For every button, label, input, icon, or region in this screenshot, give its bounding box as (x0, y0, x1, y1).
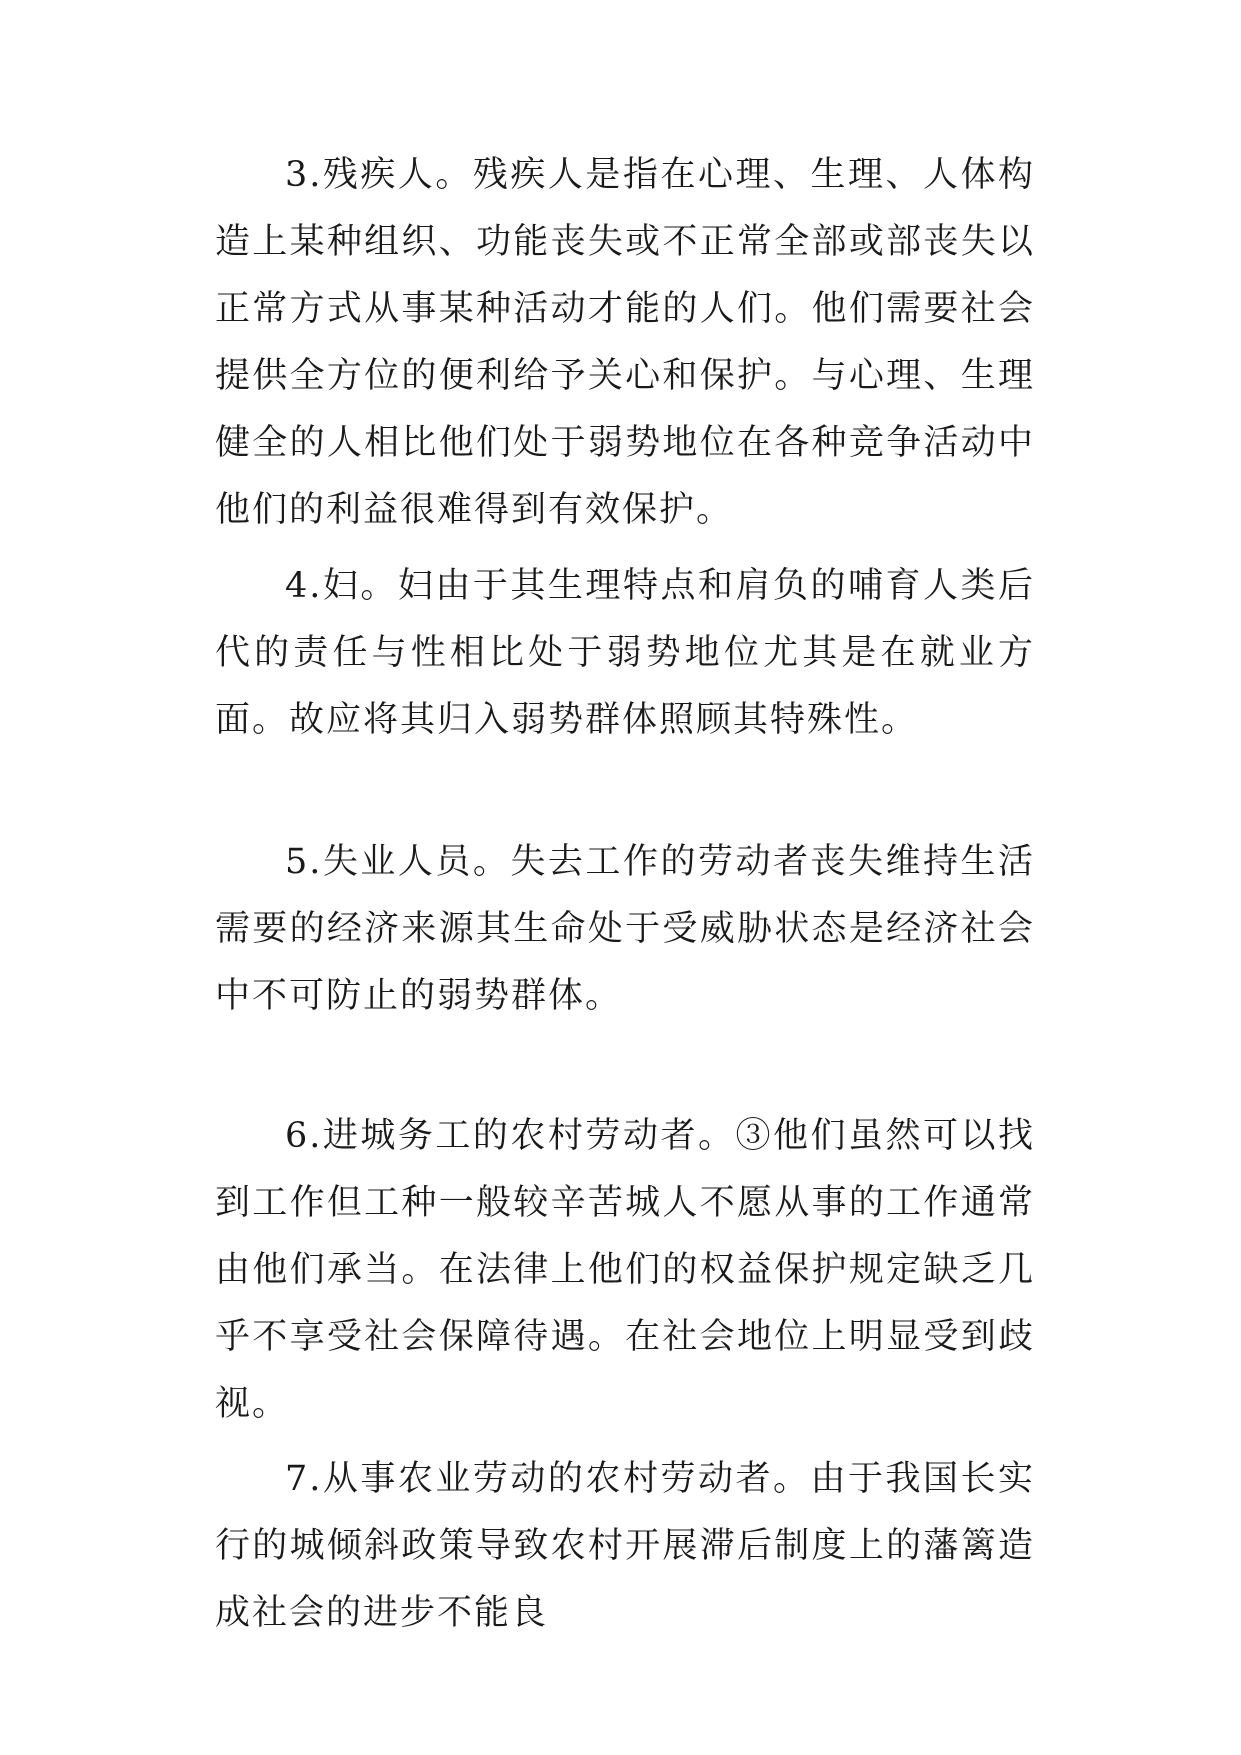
paragraph-women: 4.妇。妇由于其生理特点和肩负的哺育人类后代的责任与性相比处于弱势地位尤其是在就业方面。故应将其归入弱势群体照顾其特殊性。 (215, 566, 1035, 740)
paragraph-migrant-workers: 6.进城务工的农村劳动者。③他们虽然可以找到工作但工种一般较辛苦城人不愿从事的工作通常由他们承当。在法律上他们的权益保护规定缺乏几乎不享受社会保障待遇。在社会地位上明显受到歧视。 (215, 1116, 1035, 1424)
paragraph-unemployed: 5.失业人员。失去工作的劳动者丧失维持生活需要的经济来源其生命处于受威胁状态是经济社会中不可防止的弱势群体。 (215, 842, 1035, 1016)
paragraph-agricultural-workers: 7.从事农业劳动的农村劳动者。由于我国长实行的城倾斜政策导致农村开展滞后制度上的藩篱造成社会的进步不能良 (215, 1459, 1035, 1633)
paragraph-disabled-persons: 3.残疾人。残疾人是指在心理、生理、人体构造上某种组织、功能丧失或不正常全部或部丧失以正常方式从事某种活动才能的人们。他们需要社会提供全方位的便利给予关心和保护。与心理、生理健全的人相比他们处于弱势地位在各种竞争活动中他们的利益很难得到有效保护。 (215, 155, 1035, 530)
